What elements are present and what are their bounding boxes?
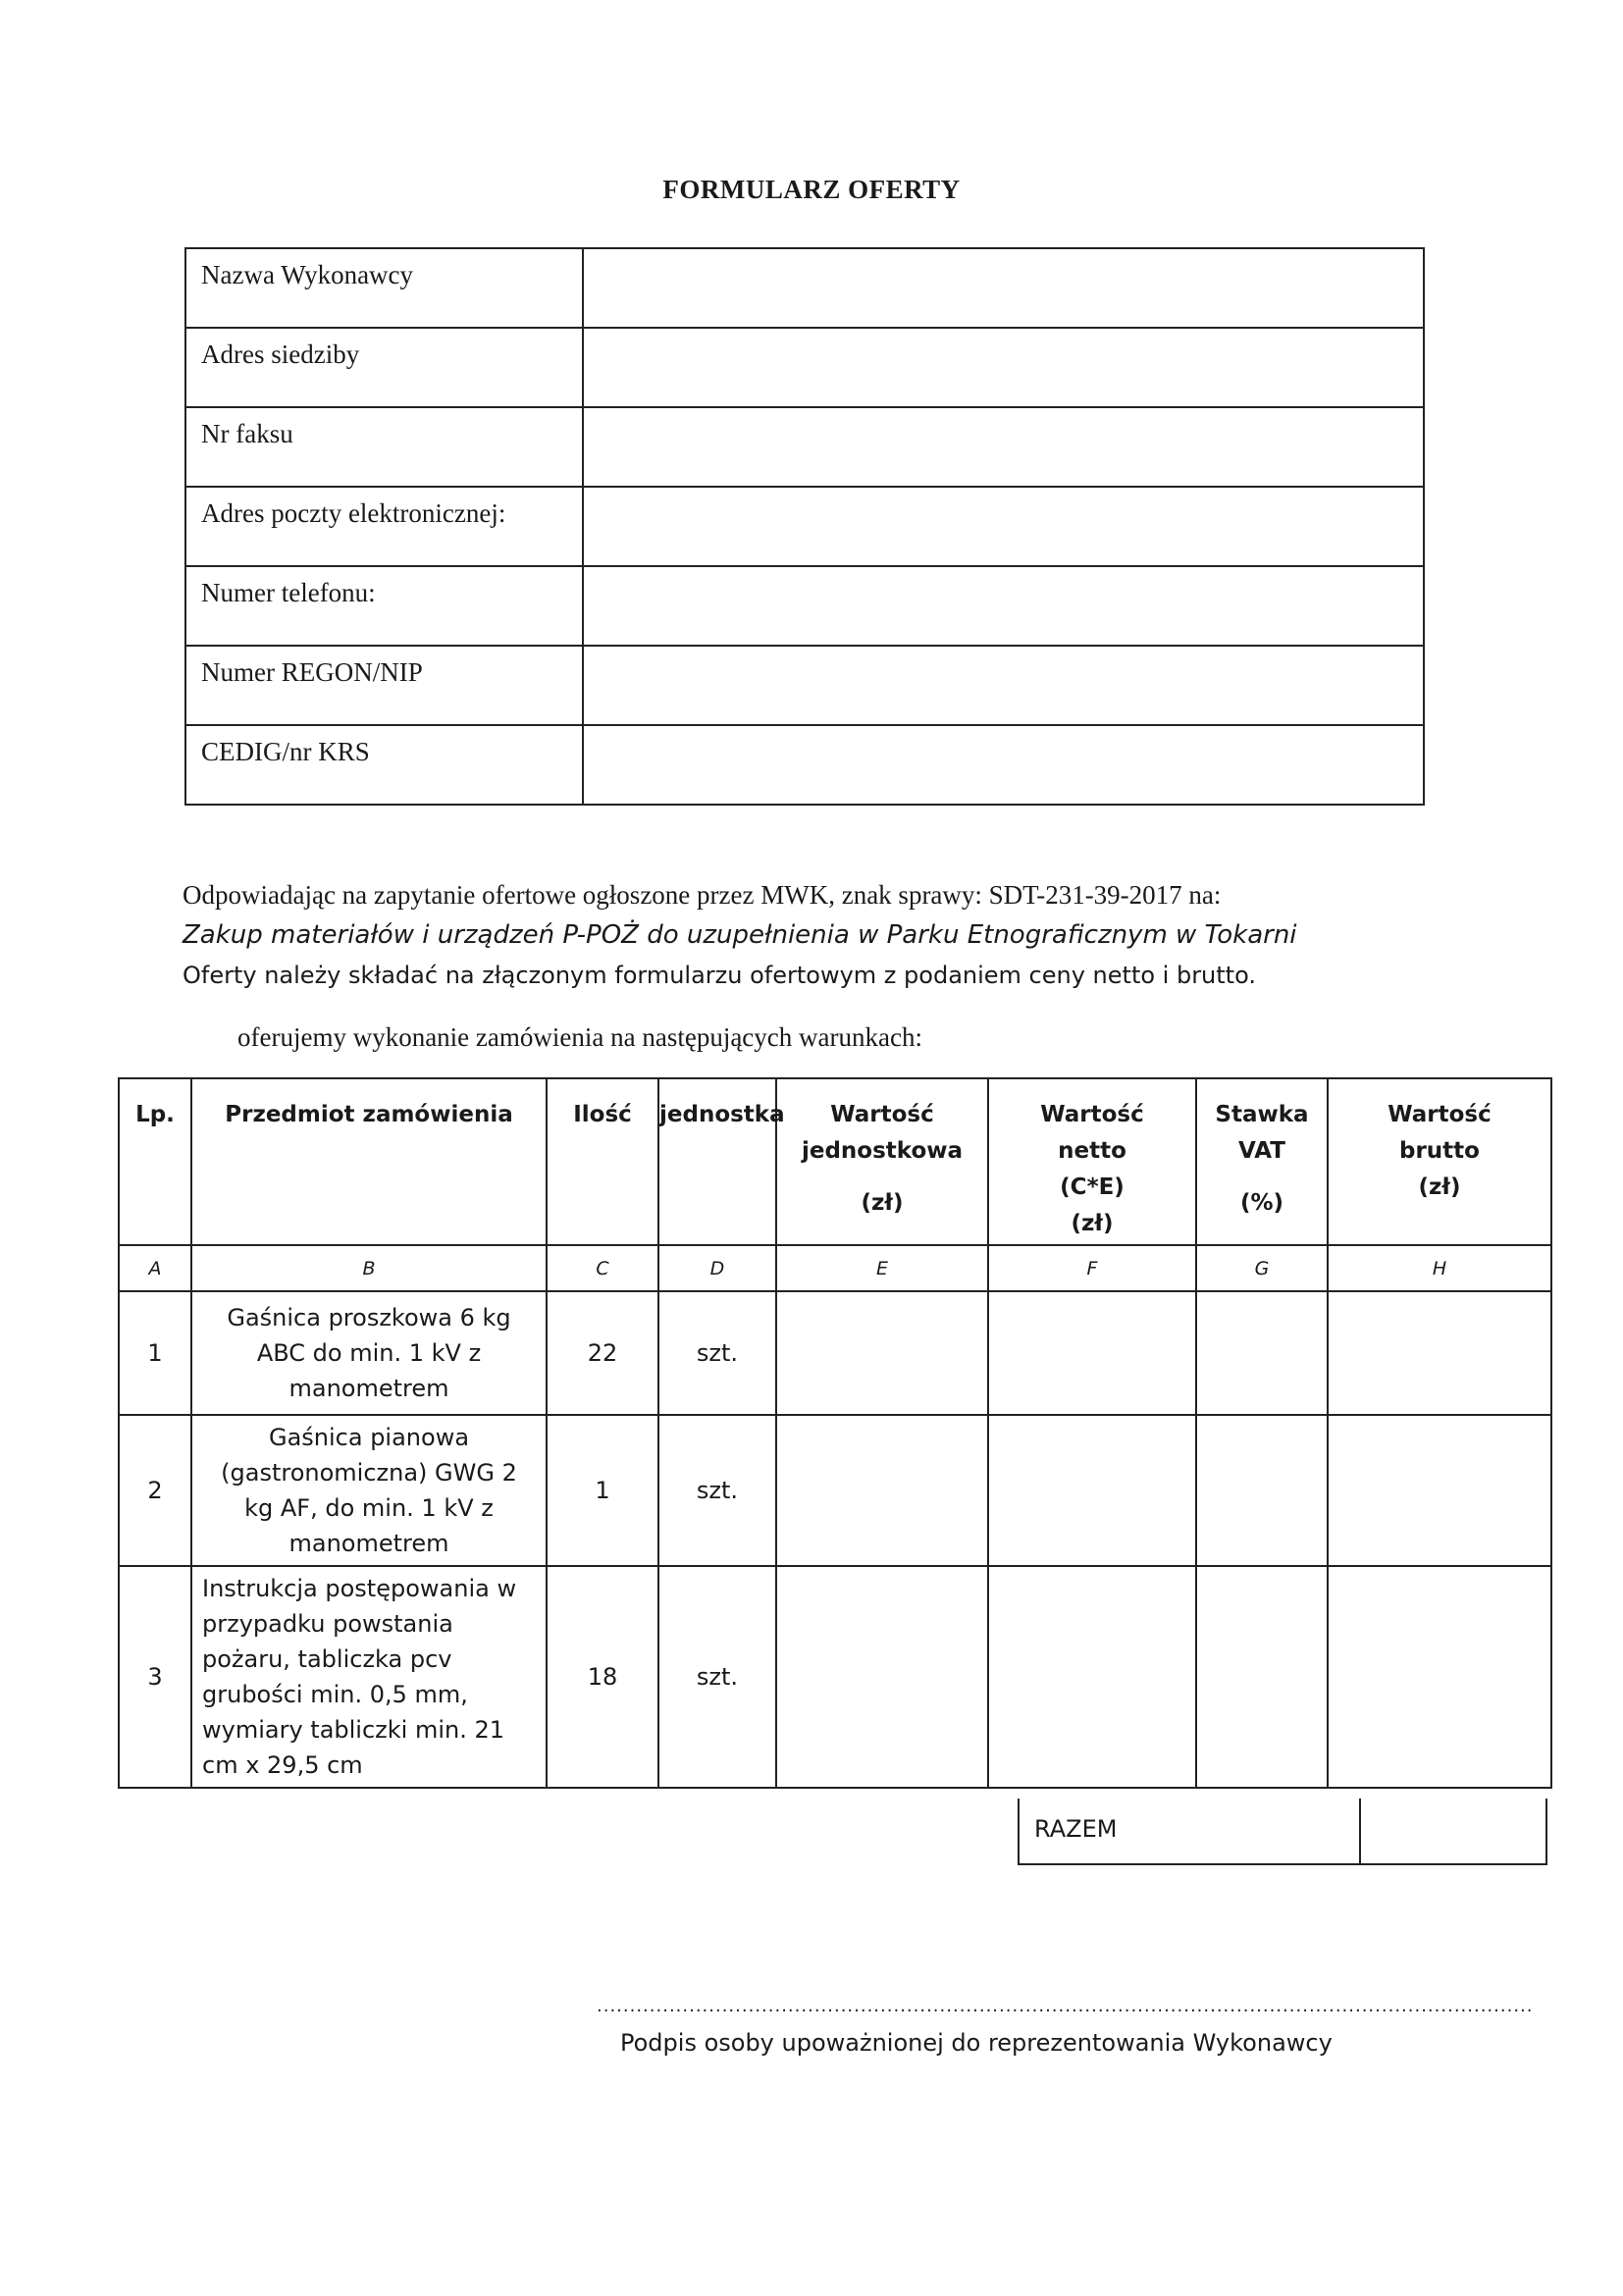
column-letter: F — [988, 1245, 1196, 1291]
table-row — [119, 1415, 1551, 1566]
item-name-line: przypadku powstania — [202, 1610, 453, 1638]
col-header-net — [988, 1078, 1196, 1245]
item-name-line: manometrem — [288, 1375, 449, 1402]
column-letters-row — [119, 1245, 1551, 1291]
header-line: netto — [1058, 1138, 1126, 1164]
item-name-line: Gaśnica proszkowa 6 kg — [227, 1304, 511, 1331]
field-label: Adres poczty elektronicznej: — [185, 487, 583, 566]
contractor-row — [185, 725, 1424, 805]
header-line: VAT — [1238, 1138, 1285, 1164]
order-table — [118, 1077, 1552, 1789]
field-label: Numer REGON/NIP — [185, 646, 583, 725]
intro-offer-statement: oferujemy wykonanie zamówienia na następujących warunkach: — [237, 1022, 922, 1052]
header-line: Stawka — [1215, 1102, 1309, 1127]
header-line: Wartość — [1040, 1102, 1144, 1127]
row-unit-value[interactable] — [776, 1566, 988, 1788]
row-lp: 3 — [119, 1566, 191, 1788]
table-row — [119, 1566, 1551, 1788]
intro-instructions: Oferty należy składać na złączonym formularzu ofertowym z podaniem ceny netto i brutto. — [183, 962, 1256, 989]
header-line: (zł) — [1418, 1174, 1461, 1200]
item-name-line: ABC do min. 1 kV z — [256, 1339, 482, 1367]
header-line: (zł) — [861, 1190, 904, 1216]
row-qty: 22 — [547, 1291, 658, 1415]
item-name-line: wymiary tabliczki min. 21 — [202, 1716, 505, 1744]
row-unit: szt. — [658, 1291, 776, 1415]
col-header-lp: Lp. — [119, 1078, 191, 1245]
item-name-line: kg AF, do min. 1 kV z — [244, 1494, 494, 1522]
item-name-line: (gastronomiczna) GWG 2 — [221, 1459, 517, 1487]
row-vat-rate[interactable] — [1196, 1415, 1328, 1566]
total-divider — [1359, 1799, 1361, 1863]
item-name-line: Gaśnica pianowa — [268, 1424, 470, 1451]
row-vat-rate[interactable] — [1196, 1566, 1328, 1788]
column-letter: C — [547, 1245, 658, 1291]
row-net-value[interactable] — [988, 1566, 1196, 1788]
row-gross-value[interactable] — [1328, 1415, 1551, 1566]
contractor-row — [185, 646, 1424, 725]
row-item-name — [191, 1566, 547, 1788]
header-line: brutto — [1399, 1138, 1480, 1164]
column-letter: A — [119, 1245, 191, 1291]
header-line: jednostkowa — [801, 1138, 964, 1164]
field-value[interactable] — [583, 328, 1424, 407]
row-lp: 2 — [119, 1415, 191, 1566]
col-header-gross — [1328, 1078, 1551, 1245]
row-vat-rate[interactable] — [1196, 1291, 1328, 1415]
contractor-row — [185, 248, 1424, 328]
table-row — [119, 1291, 1551, 1415]
field-value[interactable] — [583, 407, 1424, 487]
document-title: FORMULARZ OFERTY — [662, 175, 961, 204]
field-value[interactable] — [583, 248, 1424, 328]
field-value[interactable] — [583, 487, 1424, 566]
row-gross-value[interactable] — [1328, 1291, 1551, 1415]
signature-label: Podpis osoby upoważnionej do reprezentowania Wykonawcy — [620, 2029, 1333, 2057]
column-letter: H — [1328, 1245, 1551, 1291]
item-name-line: Instrukcja postępowania w — [202, 1575, 517, 1602]
col-header-unit: jednostka — [658, 1078, 776, 1245]
item-name-line: pożaru, tabliczka pcv — [202, 1645, 452, 1673]
header-line: (C*E) — [1060, 1174, 1125, 1200]
intro-subject: Zakup materiałów i urządzeń P-POŻ do uzupełnienia w Parku Etnograficznym w Tokarni — [183, 920, 1297, 950]
column-letter: G — [1196, 1245, 1328, 1291]
contractor-row — [185, 487, 1424, 566]
intro-reference: Odpowiadając na zapytanie ofertowe ogłoszone przez MWK, znak sprawy: SDT-231-39-2017 na: — [183, 880, 1222, 910]
item-name-line: cm x 29,5 cm — [202, 1751, 363, 1779]
field-value[interactable] — [583, 566, 1424, 646]
col-header-unit-value — [776, 1078, 988, 1245]
row-unit: szt. — [658, 1566, 776, 1788]
header-line: (zł) — [1071, 1211, 1114, 1236]
col-header-qty: Ilość — [547, 1078, 658, 1245]
total-label: RAZEM — [1034, 1815, 1118, 1843]
row-item-name — [191, 1291, 547, 1415]
header-line: Wartość — [1387, 1102, 1492, 1127]
header-row — [119, 1078, 1551, 1245]
item-name-line: manometrem — [288, 1530, 449, 1557]
total-row — [1018, 1799, 1547, 1865]
contractor-info-table — [184, 247, 1425, 806]
header-line: (%) — [1239, 1190, 1284, 1216]
column-letter: E — [776, 1245, 988, 1291]
column-letter: D — [658, 1245, 776, 1291]
column-letter: B — [191, 1245, 547, 1291]
header-line: Wartość — [830, 1102, 934, 1127]
row-net-value[interactable] — [988, 1291, 1196, 1415]
field-label: Adres siedziby — [185, 328, 583, 407]
row-qty: 18 — [547, 1566, 658, 1788]
contractor-row — [185, 407, 1424, 487]
row-gross-value[interactable] — [1328, 1566, 1551, 1788]
row-unit-value[interactable] — [776, 1415, 988, 1566]
row-lp: 1 — [119, 1291, 191, 1415]
col-header-subject: Przedmiot zamówienia — [191, 1078, 547, 1245]
field-label: Nazwa Wykonawcy — [185, 248, 583, 328]
item-name-line: grubości min. 0,5 mm, — [202, 1681, 468, 1708]
row-item-name — [191, 1415, 547, 1566]
contractor-row — [185, 328, 1424, 407]
signature-line[interactable]: .............................................................................................................................................. — [597, 1996, 1534, 2016]
row-qty: 1 — [547, 1415, 658, 1566]
field-label: Numer telefonu: — [185, 566, 583, 646]
contractor-row — [185, 566, 1424, 646]
col-header-vat — [1196, 1078, 1328, 1245]
row-net-value[interactable] — [988, 1415, 1196, 1566]
row-unit: szt. — [658, 1415, 776, 1566]
field-label: Nr faksu — [185, 407, 583, 487]
field-value[interactable] — [583, 725, 1424, 805]
field-value[interactable] — [583, 646, 1424, 725]
row-unit-value[interactable] — [776, 1291, 988, 1415]
field-label: CEDIG/nr KRS — [185, 725, 583, 805]
